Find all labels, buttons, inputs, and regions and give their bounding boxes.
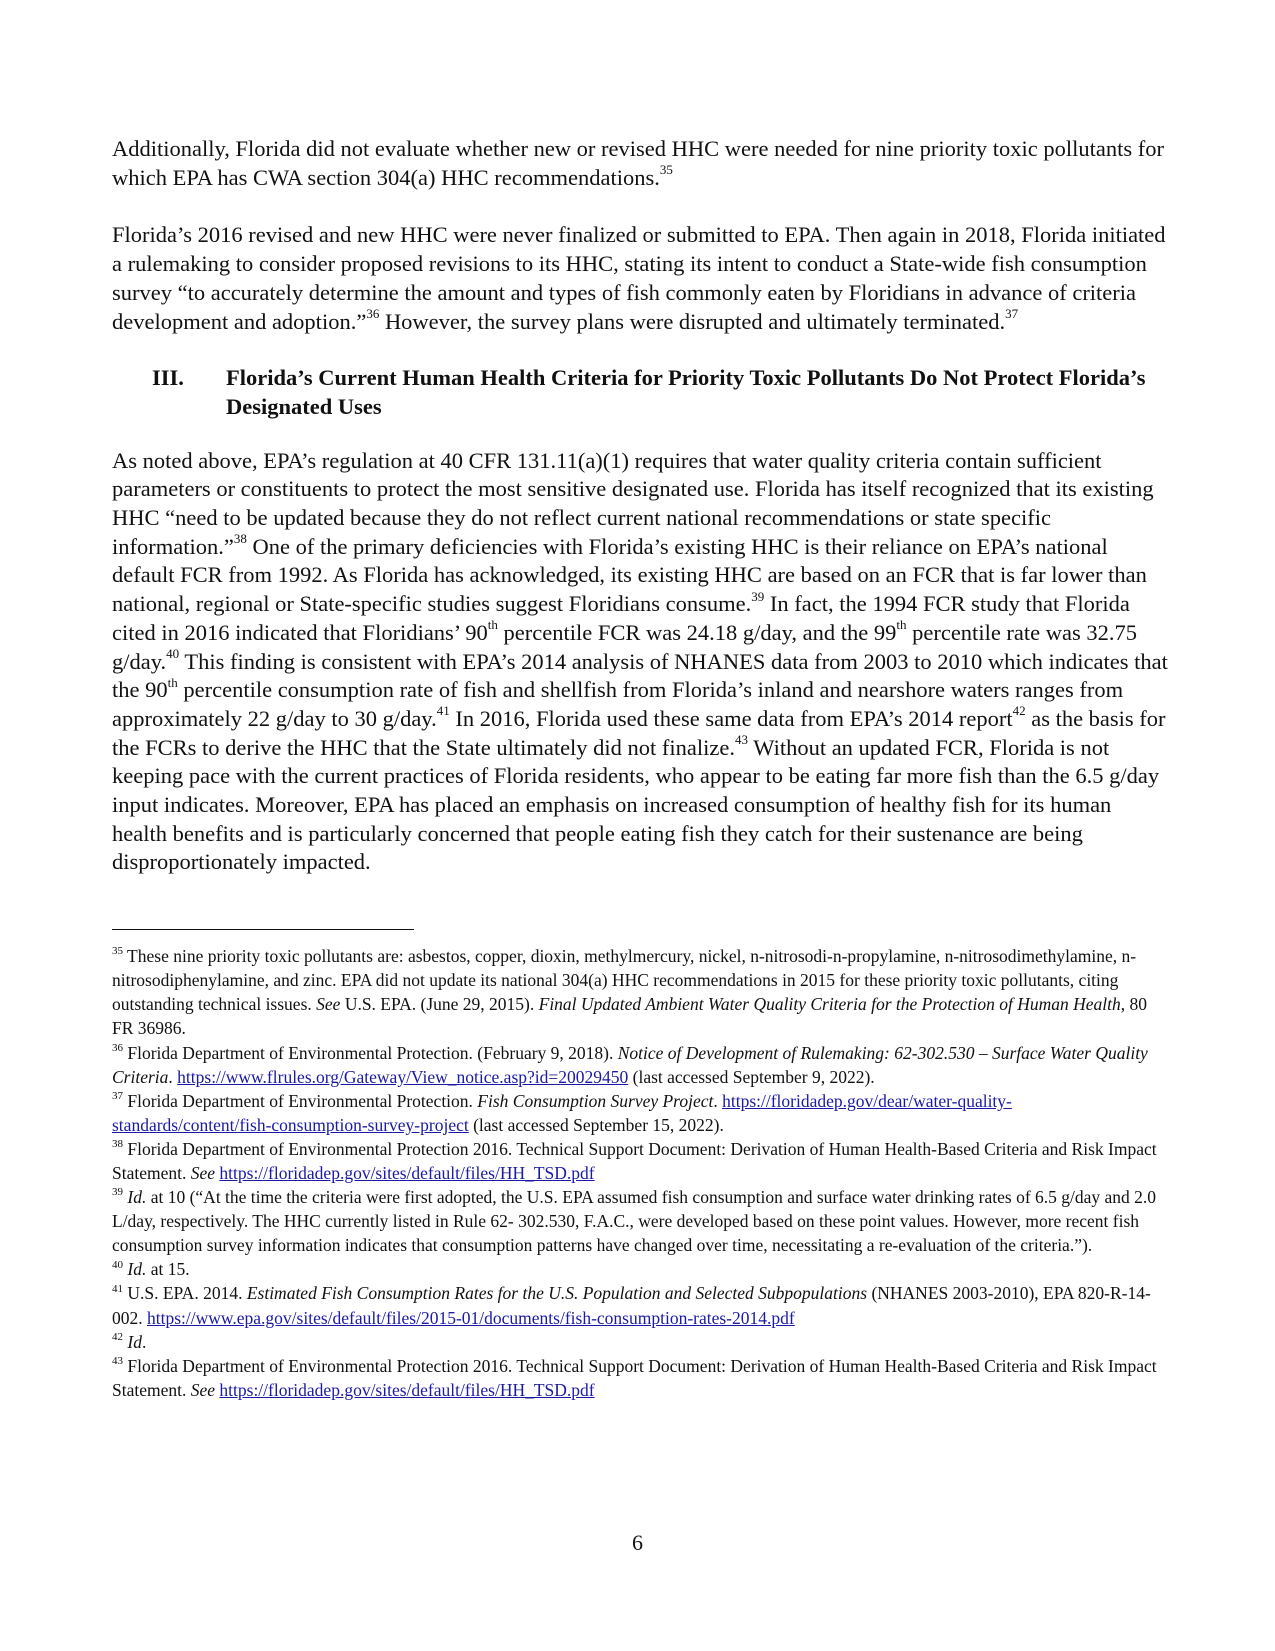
- section-title: Florida’s Current Human Health Criteria for Priority Toxic Pollutants Do Not Protect Florida’s Designated Uses: [226, 365, 1146, 419]
- footnote-ref-38[interactable]: 38: [233, 531, 247, 547]
- cited-title: Final Updated Ambient Water Quality Criteria for the Protection of Human Health: [538, 994, 1121, 1015]
- flrules-notice-link[interactable]: https://www.flrules.org/Gateway/View_notice.asp?id=20029450: [177, 1066, 629, 1087]
- footnote-ref-36[interactable]: 36: [366, 306, 380, 322]
- footnote-number: 35: [112, 945, 123, 958]
- footnote-text: at 15.: [146, 1259, 190, 1280]
- footnote-number: 43: [112, 1354, 123, 1367]
- paragraph-text: In fact, the 1994 FCR study that Florida cited in 2016 indicated that Floridians’ 90: [112, 591, 1130, 645]
- footnote-text: (last accessed September 9, 2022).: [628, 1066, 875, 1087]
- footnote-text: U.S. EPA. (June 29, 2015).: [340, 994, 539, 1015]
- footnote-38: [112, 1137, 1168, 1185]
- footnote-text: Florida Department of Environmental Protection 2016. Technical Support Document: Derivation of Human Health-Based Criteria and Risk Impact Statement.: [112, 1355, 1157, 1400]
- footnote-number: 38: [112, 1138, 123, 1151]
- footnote-text: Florida Department of Environmental Protection 2016. Technical Support Document: Derivation of Human Health-Based Criteria and Risk Impact Statement.: [112, 1138, 1157, 1184]
- citation-signal: See: [190, 1163, 216, 1184]
- footnote-41: [112, 1281, 1168, 1329]
- footnote-text: at 10 (“At the time the criteria were first adopted, the U.S. EPA assumed fish consumption and surface water drinking rates of 6.5 g/day and 2.0 L/day, respectively. The HHC currently listed in Rule 62- 302.530, F.A.C., were developed based on these point values. However, more recent fish consumption survey information indicates that consumption patterns have changed over time, necessitating a re-evaluation of the criteria.”).: [112, 1187, 1157, 1256]
- paragraph-hhc-evaluation: [112, 135, 1168, 192]
- footnote-ref-35[interactable]: 35: [659, 162, 673, 178]
- footnote-ref-37[interactable]: 37: [1005, 306, 1019, 322]
- paragraph-text: This finding is consistent with EPA’s 2014 analysis of NHANES data from 2003 to 2010 which indicates that the 90: [112, 648, 1168, 703]
- cited-title: Notice of Development of Rulemaking: 62-302.530 – Surface Water Quality Criteria: [112, 1042, 1148, 1087]
- paragraph-2016-revisions: [112, 221, 1168, 336]
- footnote-39: [112, 1185, 1168, 1257]
- footnote-number: 40: [112, 1258, 123, 1271]
- citation-signal: See: [190, 1379, 216, 1400]
- paragraph-text: One of the primary deficiencies with Florida’s existing HHC is their reliance on EPA’s national default FCR from 1992. As Florida has acknowledged, its existing HHC are based on an FCR that is far lower than national, regional or State-specific studies suggest Floridians consume.: [112, 533, 1147, 617]
- footnote-text: Florida Department of Environmental Protection. (February 9, 2018).: [123, 1042, 618, 1063]
- epa-fish-rates-link[interactable]: https://www.epa.gov/sites/default/files/2015-01/documents/fish-consumption-rates-2014.pdf: [147, 1307, 795, 1328]
- ordinal-suffix: th: [487, 617, 498, 633]
- footnote-text: Florida Department of Environmental Protection.: [123, 1090, 478, 1111]
- cited-title: Fish Consumption Survey Project: [477, 1090, 714, 1111]
- footnote-40: [112, 1257, 1168, 1281]
- footnote-number: 41: [112, 1282, 123, 1295]
- footnote-text: .: [141, 1331, 147, 1352]
- page-number: 6: [632, 1530, 643, 1555]
- footnote-43: [112, 1354, 1168, 1402]
- footnote-separator: [112, 929, 414, 930]
- hh-tsd-link[interactable]: https://floridadep.gov/sites/default/files/HH_TSD.pdf: [219, 1163, 595, 1184]
- citation-signal: Id: [127, 1331, 142, 1352]
- paragraph-text: In 2016, Florida used these same data from EPA’s 2014 report: [449, 705, 1013, 731]
- paragraph-text: percentile rate was 32.75 g/day.: [112, 619, 1138, 674]
- footnote-text: .: [168, 1066, 178, 1087]
- citation-signal: Id.: [127, 1187, 147, 1208]
- footnotes: [112, 944, 1168, 1402]
- footnote-ref-41[interactable]: 41: [436, 703, 450, 719]
- footnote-ref-42[interactable]: 42: [1012, 703, 1026, 719]
- paragraph-text: as the basis for the FCRs to derive the HHC that the State ultimately did not finalize.: [112, 705, 1166, 760]
- ordinal-suffix: th: [896, 617, 907, 633]
- footnote-ref-40[interactable]: 40: [166, 646, 180, 662]
- paragraph-current-criteria: [112, 447, 1168, 878]
- footnote-text: (NHANES 2003-2010), EPA 820-R-14-002.: [112, 1283, 1151, 1328]
- footnote-35: [112, 944, 1168, 1040]
- footnote-number: 36: [112, 1041, 123, 1054]
- ordinal-suffix: th: [167, 674, 178, 690]
- footnote-number: 42: [112, 1330, 123, 1343]
- footnote-text: , 80 FR 36986.: [112, 994, 1148, 1039]
- paragraph-text: As noted above, EPA’s regulation at 40 CFR 131.11(a)(1) requires that water quality criteria contain sufficient parameters or constituents to protect the most sensitive designated use. Florida has itself recognized that its existing HHC “need to be updated because they do not reflect current national recommendations or state specific information.”: [112, 447, 1154, 559]
- footnote-37: [112, 1089, 1168, 1137]
- footnote-text: (last accessed September 15, 2022).: [468, 1114, 724, 1135]
- cited-title: Estimated Fish Consumption Rates for the U.S. Population and Selected Subpopulations: [246, 1283, 868, 1304]
- footnote-number: 37: [112, 1089, 123, 1102]
- footnote-36: [112, 1041, 1168, 1089]
- hh-tsd-link[interactable]: https://floridadep.gov/sites/default/files/HH_TSD.pdf: [219, 1379, 595, 1400]
- paragraph-text: Florida’s 2016 revised and new HHC were never finalized or submitted to EPA. Then again in 2018, Florida initiated a rulemaking to consider proposed revisions to its HHC, stating its intent to conduct a State-wide fish consumption survey “to accurately determine the amount and types of fish commonly eaten by Floridians in advance of criteria development and adoption.”: [112, 222, 1166, 334]
- section-number: III.: [152, 365, 184, 391]
- paragraph-text: Without an updated FCR, Florida is not keeping pace with the current practices of Florida residents, who appear to be eating far more fish than the 6.5 g/day input indicates. Moreover, EPA has placed an emphasis on increased consumption of healthy fish for its human health benefits and is particularly concerned that people eating fish they catch for their sustenance are being disproportionately impacted.: [112, 734, 1160, 875]
- paragraph-text: percentile FCR was 24.18 g/day, and the 99: [497, 619, 897, 645]
- citation-signal: Id.: [127, 1259, 147, 1280]
- paragraph-text: However, the survey plans were disrupted and ultimately terminated.: [379, 308, 1006, 334]
- footnote-text: These nine priority toxic pollutants are: asbestos, copper, dioxin, methylmercury, nickel, n-nitrosodi-n-propylamine, n-nitrosodimethylamine, n-nitrosodiphenylamine, and zinc. EPA did not update its national 304(a) HHC recommendations in 2015 for these priority toxic pollutants, citing outstanding technical issues.: [112, 946, 1137, 1015]
- footnote-text: .: [713, 1090, 723, 1111]
- citation-signal: See: [316, 994, 341, 1015]
- footnote-ref-43[interactable]: 43: [735, 732, 749, 748]
- fish-survey-link[interactable]: https://floridadep.gov/dear/water-quality-standards/content/fish-consumption-survey-project: [112, 1090, 1012, 1135]
- footnote-text: U.S. EPA. 2014.: [123, 1283, 247, 1304]
- document-page: [112, 135, 1168, 1402]
- footnote-42: [112, 1330, 1168, 1354]
- footnote-number: 39: [112, 1186, 123, 1199]
- paragraph-text: percentile consumption rate of fish and shellfish from Florida’s inland and nearshore waters ranges from approximately 22 g/day to 30 g/day.: [112, 677, 1124, 731]
- section-heading: [112, 364, 1168, 421]
- footnote-ref-39[interactable]: 39: [751, 588, 765, 604]
- paragraph-text: Additionally, Florida did not evaluate whether new or revised HHC were needed for nine priority toxic pollutants for which EPA has CWA section 304(a) HHC recommendations.: [112, 136, 1165, 190]
